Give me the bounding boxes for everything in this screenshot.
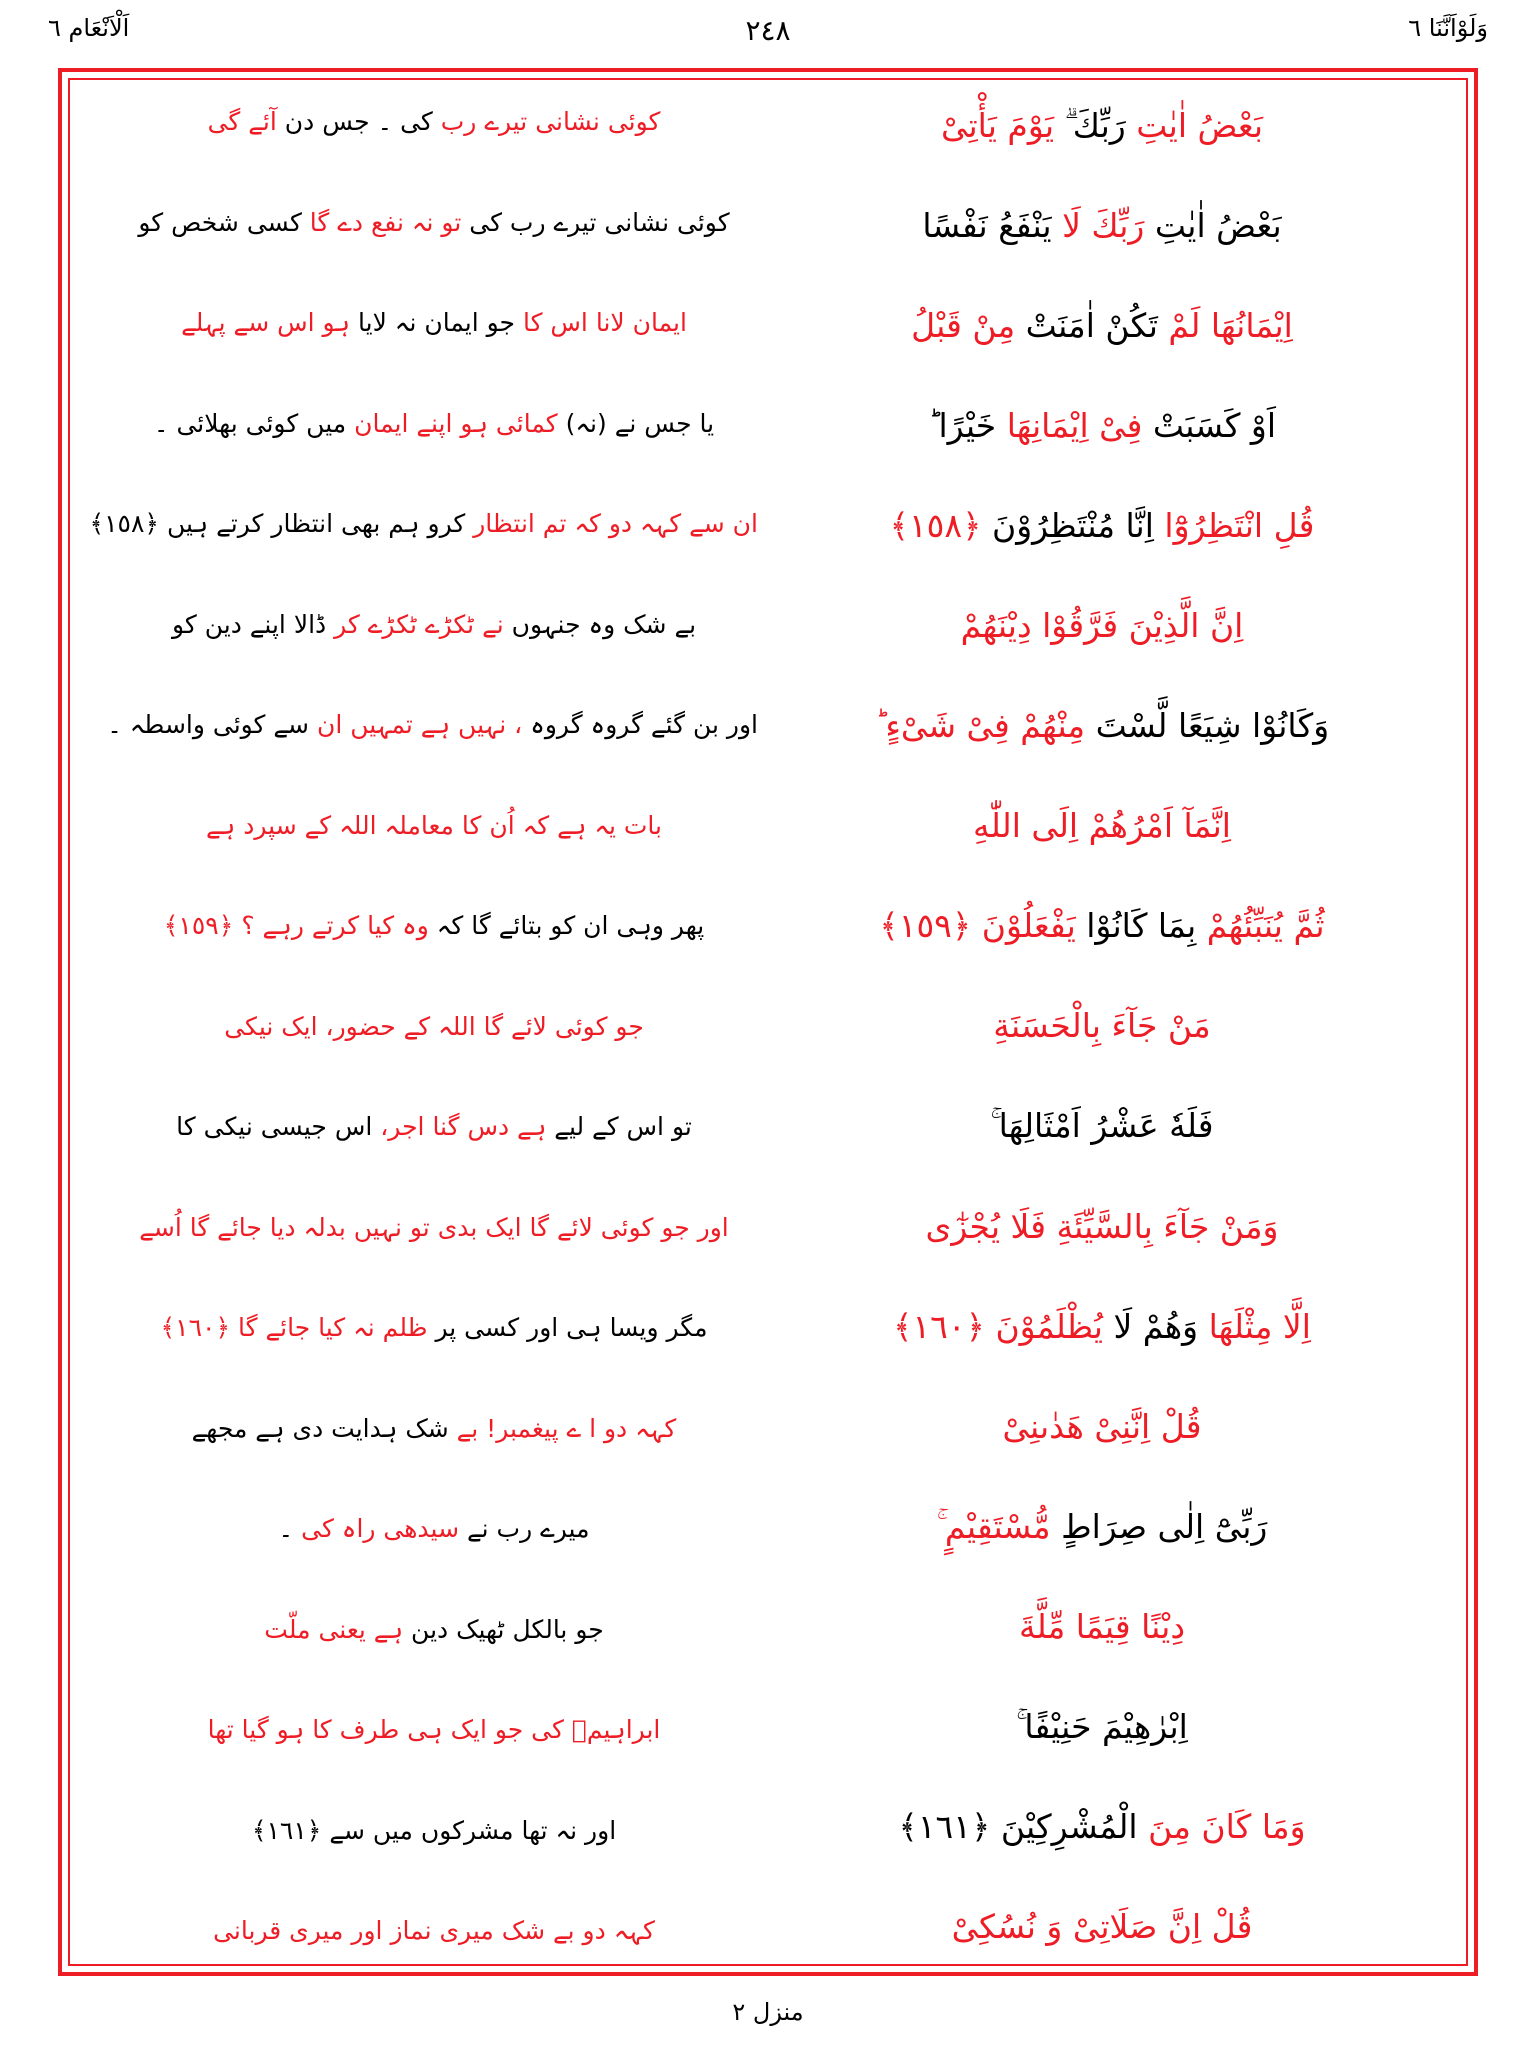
urdu-segment: سیدھی راہ کی [293,1514,460,1543]
urdu-segment: یا جس نے (نہ) [557,408,715,438]
urdu-line [110,1714,758,1745]
arabic-segment: اِلَّا مِثْلَهَا [1198,1306,1311,1346]
arabic-segment: فِىْ اِيْمَانِهَا [996,406,1143,446]
arabic-segment: رَبِّكَ ۗ [1054,106,1126,145]
urdu-segment: ڈالا اپنے دین کو [171,609,327,639]
urdu-line [110,1413,758,1444]
arabic-segment: يَفْعَلُوْنَ ﴿١٥٩﴾ [879,906,1076,946]
arabic-segment: اِنَّ الَّذِيْنَ فَرَّقُوْا دِيْنَهُمْ [960,606,1244,646]
urdu-segment: ۔ [278,1514,294,1543]
arabic-line [778,606,1426,645]
arabic-line [778,706,1426,745]
arabic-segment: فَلَهٗ عَشْرُ اَمْثَالِهَا ۚ [990,1106,1214,1146]
arabic-segment: وَهُمْ لَا [1103,1306,1199,1346]
arabic-line [778,1307,1426,1346]
urdu-segment: بات یہ ہے کہ اُن کا معاملہ اللہ کے سپرد ہے [206,810,662,840]
urdu-segment: اس جیسی نیکی کا [176,1112,373,1141]
arabic-line [778,1607,1426,1646]
arabic-segment: بَعْضُ اٰيٰتِ [1125,106,1264,145]
arabic-segment: خَيْرًا ؕ [927,406,997,446]
urdu-segment: کی ۔ جس دن [276,107,433,136]
content-frame-inner [68,78,1468,1966]
arabic-segment: بَعْضُ اٰيٰتِ [1144,206,1282,246]
arabic-segment: اِنَّا مُنْتَظِرُوْنَ [981,506,1154,546]
header-left-label: اَلْاَنْعَام ٦ [48,14,130,42]
urdu-segment: اور بن گئے گروہ گروہ [522,710,758,739]
arabic-segment: يُظْلَمُوْنَ ﴿١٦٠﴾ [893,1306,1103,1346]
urdu-segment: مگر ویسا ہی اور کسی پر [427,1313,708,1342]
arabic-segment: رَبِّىْٓ اِلٰى صِرَاطٍ [1050,1506,1268,1546]
urdu-line [110,1111,758,1142]
arabic-segment: مُّسْتَقِيْمٍ ۚ [936,1506,1051,1546]
urdu-line [110,1915,758,1946]
urdu-segment: بے شک وہ جنہوں [503,609,697,639]
arabic-segment: مِنْ قَبْلُ [911,306,1016,346]
urdu-segment: ظلم نہ کیا جائے گا ﴿١٦٠﴾ [160,1313,428,1342]
arabic-line [778,506,1426,545]
arabic-line [778,1507,1426,1546]
urdu-segment: جو کوئی لائے گا اللہ کے حضور، ایک نیکی [224,1011,644,1041]
arabic-segment: تَكُنْ اٰمَنَتْ [1015,306,1158,346]
arabic-line [778,1407,1426,1446]
page-footer [0,1976,1536,2048]
arabic-line [778,1807,1426,1846]
urdu-segment: سے کوئی واسطہ ۔ [107,710,310,739]
urdu-line [110,1212,758,1243]
header-right-label: وَلَوْاَنَّنَا ٦ [1408,14,1488,42]
urdu-line [107,709,758,740]
arabic-line [778,406,1426,445]
manzil-label: منزل ٢ [732,1998,804,2026]
arabic-segment: بِمَا كَانُوْا [1075,906,1197,946]
urdu-segment: ابراہیمؑ کی جو ایک ہی طرف کا ہو گیا تھا [207,1715,661,1744]
arabic-segment: قُلْ اِنَّنِىْ هَدٰىنِىْ [1002,1406,1202,1446]
urdu-segment: ہے دس گنا اجر، [372,1112,547,1141]
arabic-line [778,1207,1426,1246]
arabic-line [778,806,1426,845]
urdu-segment: نے ٹکڑے ٹکڑے کر [326,609,504,639]
arabic-segment: مَنْ جَآءَ بِالْحَسَنَةِ [993,1006,1211,1046]
arabic-text-column [768,106,1448,1946]
arabic-segment: وَكَانُوْا شِيَعًا لَّسْتَ [1085,706,1330,746]
urdu-segment: کوئی نشانی تیرے رب کی [461,207,730,237]
urdu-segment: ان سے کہہ دو کہ تم انتظار [465,509,758,538]
urdu-line [110,106,758,137]
arabic-segment: قُلْ اِنَّ صَلَاتِىْ وَ نُسُكِىْ [951,1906,1253,1946]
page-header [0,0,1536,68]
arabic-line [778,106,1426,145]
arabic-segment: يَنْفَعُ نَفْسًا [922,206,1052,246]
arabic-segment: اِبْرٰهِيْمَ حَنِيْفًا ۚ [1016,1706,1188,1746]
urdu-segment: ایمان لانا اس کا [515,308,687,337]
urdu-segment: تو اس کے لیے [546,1112,692,1141]
urdu-segment: آئے گی [207,107,277,136]
urdu-line [110,1513,758,1544]
urdu-segment: شک ہدایت دی ہے مجھے [191,1413,449,1443]
arabic-segment: وَمَنْ جَآءَ بِالسَّيِّئَةِ فَلَا يُجْزٰٓى [925,1206,1279,1246]
urdu-line [110,910,758,941]
urdu-segment: اور جو کوئی لائے گا ایک بدی تو نہیں بدلہ دیا جائے گا اُسے [139,1212,729,1242]
urdu-line [110,609,758,640]
page-number: ٢٤٨ [745,14,791,47]
urdu-segment: میرے رب نے [459,1514,590,1543]
arabic-line [778,1006,1426,1045]
urdu-translation-column [88,106,768,1946]
urdu-segment: کہہ دو ا ے پیغمبر! بے [448,1413,677,1443]
arabic-segment: يَوْمَ يَأْتِىْ [940,106,1055,145]
arabic-segment: وَمَا كَانَ مِنَ [1137,1806,1306,1846]
urdu-segment: ہے یعنی ملّت [264,1614,404,1644]
urdu-line [110,207,758,238]
arabic-segment: ﴿١٥٨﴾ [889,506,982,546]
urdu-line [110,408,758,439]
urdu-line [110,1312,758,1343]
arabic-segment: ثُمَّ يُنَبِّئُهُمْ [1196,906,1325,946]
urdu-segment: تو نہ نفع دے گا [301,207,462,237]
urdu-segment: وہ کیا کرتے رہے ؟ ﴿١٥٩﴾ [163,911,429,940]
urdu-segment: جو بالکل ٹھیک دین [403,1614,604,1644]
content-frame-outer [58,68,1478,1976]
urdu-line [110,1815,758,1846]
urdu-line [110,1614,758,1645]
urdu-line [110,810,758,841]
urdu-segment: کسی شخص کو [138,207,302,237]
arabic-line [778,206,1426,245]
urdu-segment: کوئی نشانی تیرے رب [432,107,661,136]
urdu-line [89,508,758,539]
arabic-segment: اَوْ كَسَبَتْ [1142,406,1277,446]
arabic-segment: اِنَّمَآ اَمْرُهُمْ اِلَى اللّٰهِ [973,806,1231,846]
urdu-segment: کمائی ہو اپنے ایمان [346,408,558,438]
urdu-segment: میں کوئی بھلائی ۔ [153,408,347,438]
arabic-segment: قُلِ انْتَظِرُوْٓا [1153,506,1315,546]
urdu-segment: پھر وہی ان کو بتائے گا کہ [428,911,705,940]
urdu-segment: ہو اس سے پہلے [181,308,351,337]
urdu-line [110,1011,758,1042]
arabic-line [778,1907,1426,1946]
arabic-segment: دِيْنًا قِيَمًا مِّلَّةَ [1018,1606,1186,1646]
arabic-segment: مِنْهُمْ فِىْ شَىْءٍ [874,706,1086,746]
arabic-line [778,906,1426,945]
urdu-segment: اور نہ تھا مشرکوں میں سے ﴿١٦١﴾ [251,1815,617,1845]
arabic-segment: رَبِّكَ لَا [1051,206,1145,246]
arabic-line [778,306,1426,345]
arabic-segment: الْمُشْرِكِيْنَ ﴿١٦١﴾ [898,1806,1138,1846]
arabic-line [778,1707,1426,1746]
urdu-segment: کرو ہم بھی انتظار کرتے ہیں ﴿١٥٨﴾ [89,509,466,538]
arabic-line [778,1106,1426,1145]
urdu-segment: کہہ دو بے شک میری نماز اور میری قربانی [213,1916,655,1945]
urdu-line [110,307,758,338]
arabic-segment: اِيْمَانُهَا لَمْ [1157,306,1293,346]
urdu-segment: جو ایمان نہ لایا [350,308,515,337]
urdu-segment: ، نہیں ہے تمہیں ان [309,710,523,739]
